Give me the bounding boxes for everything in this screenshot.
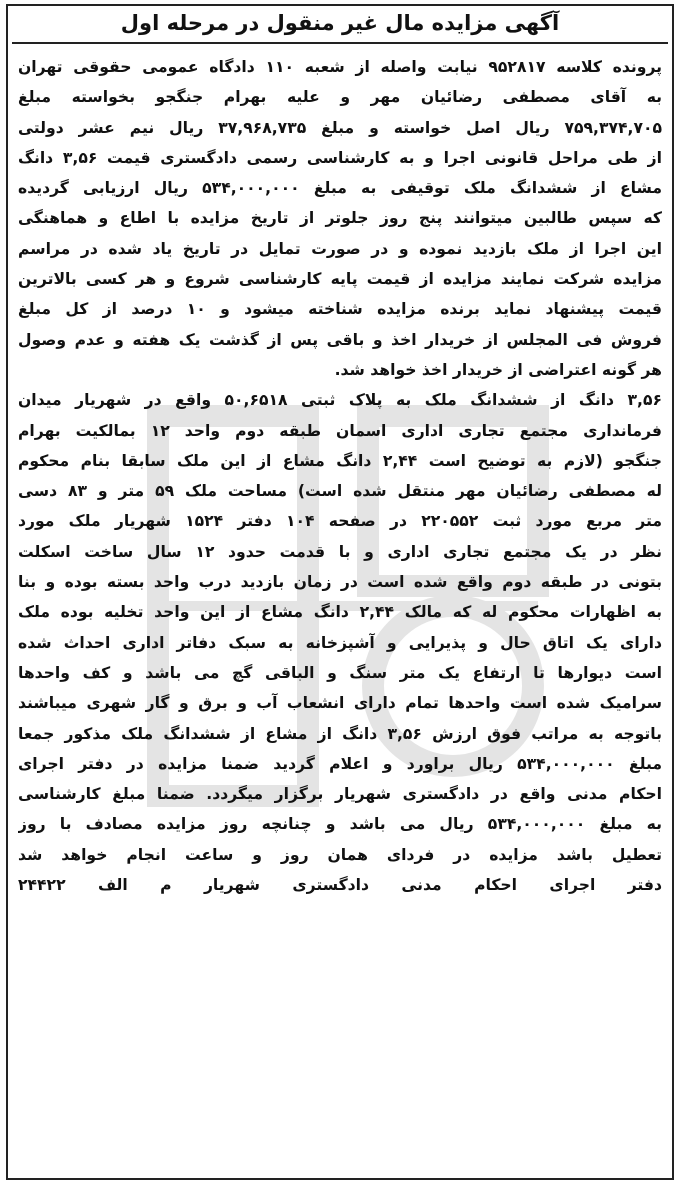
notice-line: نظر در یک مجتمع تجاری اداری و با قدمت حدود ۱۲ سال ساخت اسکلت — [18, 542, 662, 561]
auction-notice — [6, 4, 674, 1180]
notice-line: له مصطفی رضائیان مهر منتقل شده است) مساحت ملک ۵۹ متر و ۸۳ دسی — [18, 482, 662, 501]
notice-line: است دیوارها تا ارتفاع یک متر سنگ و الباقی گچ می باشد و کف واحدها — [18, 663, 662, 682]
notice-line: به آقای مصطفی رضائیان مهر و علیه بهرام جنگجو بخواسته مبلغ — [18, 88, 662, 107]
notice-line: مبلغ ۵۳۴,۰۰۰,۰۰۰ ریال براورد و اعلام گردید ضمنا مزایده در دفتر اجرای — [18, 754, 662, 773]
notice-line: به اظهارات محکوم له که مالک ۲,۴۴ دانگ مشاع از این واحد تخلیه بوده ملک — [18, 603, 662, 622]
notice-line: پرونده کلاسه ۹۵۲۸۱۷ نیابت واصله از شعبه ۱۱۰ دادگاه عمومی حقوقی تهران — [18, 58, 662, 76]
notice-body — [8, 44, 672, 900]
notice-line: ۷۵۹,۳۷۴,۷۰۵ ریال اصل خواسته و مبلغ ۳۷,۹۶۸,۷۳۵ ریال نیم عشر دولتی — [18, 118, 662, 137]
notice-line: مزایده شرکت نمایند مزایده از قیمت پایه کارشناسی شروع و هر کسی بالاترین — [18, 270, 662, 289]
notice-line: فروش فی المجلس از خریدار اخذ و باقی پس از گذشت یک هفته و عدم وصول — [18, 330, 662, 349]
notice-line: مشاع از ششدانگ ملک توقیفی به مبلغ ۵۳۴,۰۰۰,۰۰۰ ریال ارزیابی گردیده — [18, 179, 662, 198]
notice-line: متر مربع مورد ثبت ۲۲۰۵۵۲ در صفحه ۱۰۴ دفتر ۱۵۲۴ شهریار ملک مورد — [18, 512, 662, 531]
notice-line: دارای یک اتاق حال و پذیرایی و آشپزخانه به سبک دفاتر اداری احداث شده — [18, 633, 662, 652]
notice-line: تعطیل باشد مزایده در فردای همان روز و ساعت انجام خواهد شد — [18, 845, 662, 864]
notice-line: ۳,۵۶ دانگ از ششدانگ ملک به پلاک ثبتی ۵۰,۶۵۱۸ واقع در شهریار میدان — [18, 391, 662, 410]
notice-line: باتوجه به مراتب فوق ارزش ۳,۵۶ دانگ از مشاع از ششدانگ ملک مذکور جمعا — [18, 724, 662, 743]
notice-line: فرمانداری مجتمع تجاری اداری اسمان طبقه دوم واحد ۱۲ بمالکیت بهرام — [18, 421, 662, 440]
notice-line: بتونی در طبقه دوم واقع شده است در زمان بازدید درب واحد بسته بوده و بنا — [18, 573, 662, 592]
notice-signature: دفتر اجرای احکام مدنی دادگستری شهریار م الف ۲۴۴۲۲ — [18, 876, 662, 895]
notice-line: که سپس طالبین میتوانند پنج روز جلوتر از تاریخ مزایده با اطاع و هماهنگی — [18, 209, 662, 228]
notice-line: سرامیک شده است واحدها تمام دارای انشعاب آب و برق و گار شهری میباشند — [18, 694, 662, 713]
notice-line: احکام مدنی واقع در دادگستری شهریار برگزار میگردد. ضمنا مبلغ کارشناسی — [18, 785, 662, 804]
notice-line: این اجرا از ملک بازدید نموده و در صورت تمایل در تاریخ یاد شده در مراسم — [18, 239, 662, 258]
notice-title: آگهی مزایده مال غیر منقول در مرحله اول — [12, 6, 668, 44]
notice-line: جنگجو (لازم به توضیح است ۲,۴۴ دانگ مشاع از این ملک سابقا بنام محکوم — [18, 451, 662, 470]
notice-line: به مبلغ ۵۳۴,۰۰۰,۰۰۰ ریال می باشد و چنانچه روز مزایده مصادف با روز — [18, 815, 662, 834]
notice-line: هر گونه اعتراضی از خریدار اخذ خواهد شد. — [334, 360, 662, 379]
notice-line: قیمت پیشنهاد نماید برنده مزایده شناخته میشود و ۱۰ درصد از کل مبلغ — [18, 300, 662, 319]
notice-line: از طی مراحل قانونی اجرا و به کارشناسی رسمی دادگستری قیمت ۳,۵۶ دانگ — [18, 148, 662, 167]
